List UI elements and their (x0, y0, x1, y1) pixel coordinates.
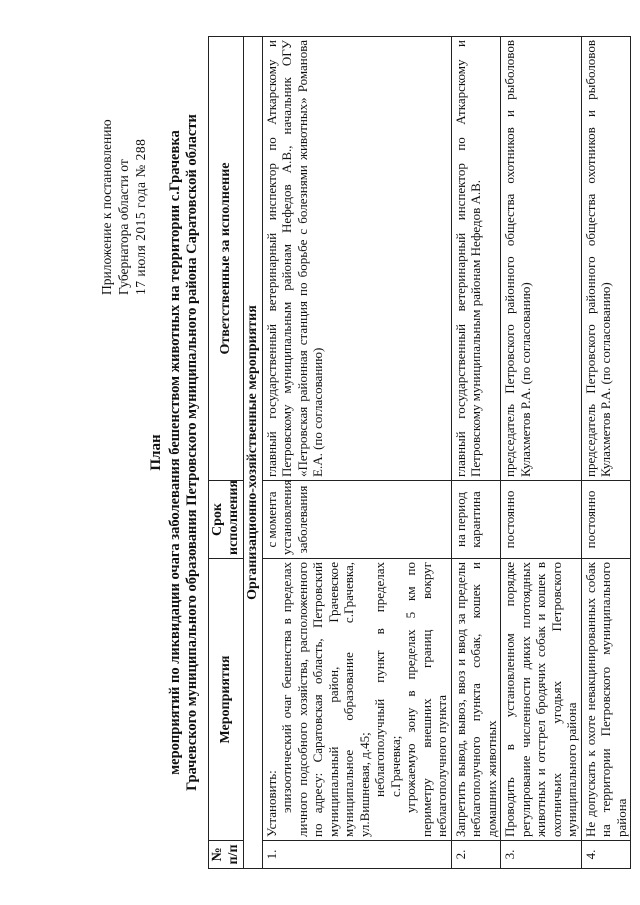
measures-table (208, 36, 631, 869)
row-responsible: председатель Петровского районного общества охотников и рыболовов Кулахметов Р.А. (по согласованию) (501, 37, 582, 481)
row-number: 2. (451, 841, 501, 869)
title-line-2: Грачевского муниципального образования Петровского муниципального района Саратовской области (184, 114, 200, 791)
header-responsible: Ответственные за исполнение (209, 37, 244, 481)
row-number: 1. (262, 841, 451, 869)
document-title (148, 40, 201, 865)
measure-paragraph: угрожаемую зону в пределах 5 км по периметру внешних границ вокруг неблагополучного пункта (403, 562, 449, 837)
appendix-line-3: 17 июля 2015 года № 288 (133, 138, 148, 295)
title-plan: План (148, 434, 164, 471)
header-term: Срок исполнения (209, 481, 244, 559)
row-measure: Запретить вывод, вывоз, ввоз и ввод за пределы неблагополучного пункта собак, кошек и домашних животных (451, 559, 501, 841)
table-row (262, 37, 451, 869)
row-term: на период карантина (451, 481, 501, 559)
row-responsible: председатель Петровского районного общества охотников и рыболовов Кулахметов Р.А. (по согласованию) (581, 37, 631, 481)
measure-paragraph: неблагополучный пункт в пределах с.Грачевка; (372, 562, 403, 797)
appendix-line-2: Губернатора области от (116, 159, 131, 295)
header-num: № п/п (209, 841, 244, 869)
measure-intro: Установить: (263, 770, 279, 837)
measure-paragraph: эпизоотический очаг бешенства в пределах личного подсобного хозяйства, расположенного по адресу: Саратовская область, Петровский муниципальный район, Грачевское муниципальное образование с.Грачевка, ул.Вишневая, д.45; (279, 562, 372, 837)
appendix-note (98, 35, 149, 295)
title-line-1: мероприятий по ликвидации очага заболевания бешенством животных на территории с.Грачевка (167, 130, 183, 775)
section-row (244, 37, 263, 869)
table-row (581, 37, 631, 869)
appendix-line-1: Приложение к постановлению (99, 119, 114, 295)
row-responsible: главный государственный ветеринарный инспектор по Аткарскому и Петровскому муниципальным районам Нефедов А.В., начальник ОГУ «Петровская районная станция по борьбе с болезнями животных» Романова Е.А. (по согласованию) (262, 37, 451, 481)
row-measure: Не допускать к охоте невакцинированных собак на территории Петровского муниципального района (581, 559, 631, 841)
section-title: Организационно-хозяйственные мероприятия (244, 37, 263, 869)
table-header-row (209, 37, 244, 869)
table-row (501, 37, 582, 869)
row-measure: Проводить в установленном порядке регулирование численности диких плотоядных животных и отстрел бродячих собак и кошек в охотничьих угодьях Петровского муниципального района (501, 559, 582, 841)
header-measures: Мероприятия (209, 559, 244, 841)
row-term: постоянно (501, 481, 582, 559)
row-number: 3. (501, 841, 582, 869)
table-row (451, 37, 501, 869)
row-term: постоянно (581, 481, 631, 559)
row-term: с момента установления заболевания (262, 481, 451, 559)
row-measure (262, 559, 451, 841)
row-responsible: главный государственный ветеринарный инспектор по Аткарскому и Петровскому муниципальным районам Нефедов А.В. (451, 37, 501, 481)
row-number: 4. (581, 841, 631, 869)
